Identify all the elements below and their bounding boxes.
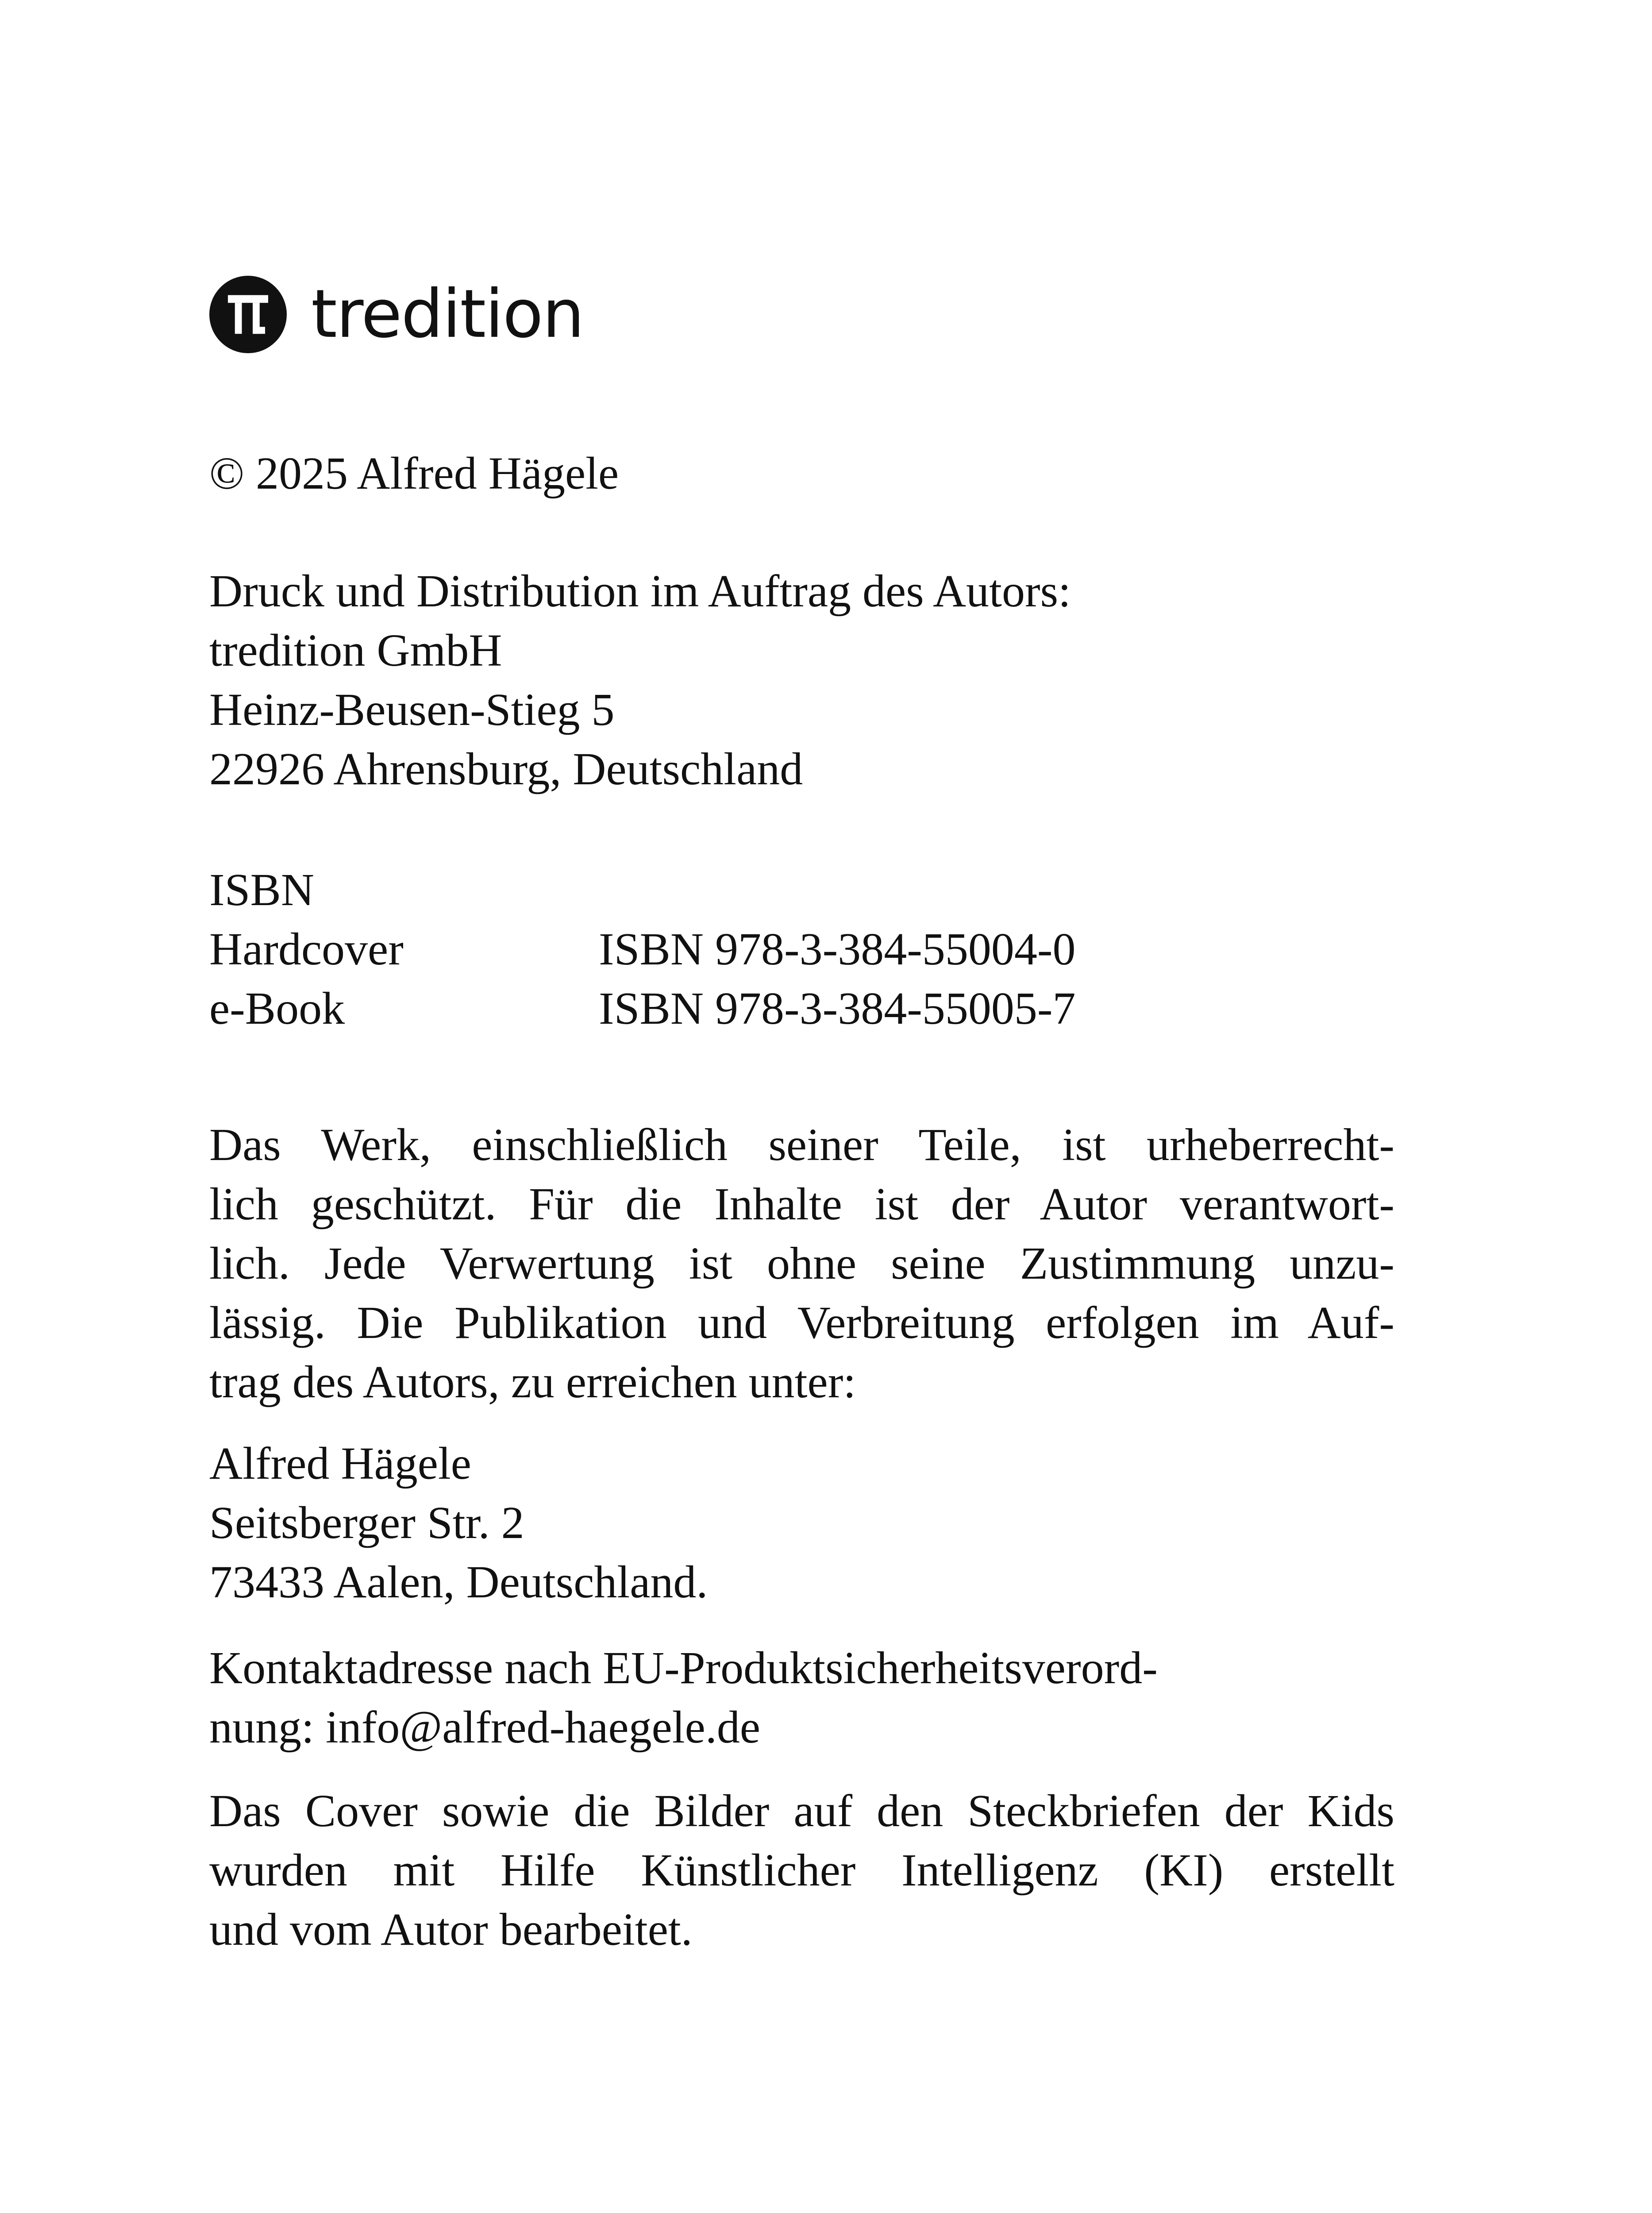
publisher-logo-text: tredition xyxy=(311,276,584,353)
print-info-line: 22926 Ahrensburg, Deutschland xyxy=(209,744,803,794)
legal-line: Das Werk, einschließlich seiner Teile, ist urheberrecht- xyxy=(209,1119,1394,1170)
author-address-line: Seitsberger Str. 2 xyxy=(209,1497,524,1548)
legal-notice xyxy=(209,1115,1394,1412)
legal-line: trag des Autors, zu erreichen unter: xyxy=(209,1357,856,1407)
contact-line: nung: info@alfred-haegele.de xyxy=(209,1702,761,1753)
publisher-logo xyxy=(209,272,584,356)
print-info-line: tredition GmbH xyxy=(209,625,502,676)
author-address xyxy=(209,1434,1404,1612)
contact-line: Kontaktadresse nach EU-Produktsicherheitsverord- xyxy=(209,1642,1158,1693)
print-distribution-info xyxy=(209,562,1404,799)
copyright-line: © 2025 Alfred Hägele xyxy=(209,448,619,499)
isbn-label: Hardcover xyxy=(209,924,404,975)
isbn-heading: ISBN xyxy=(209,864,314,915)
isbn-row-hardcover xyxy=(209,920,1404,979)
author-address-line: 73433 Aalen, Deutschland. xyxy=(209,1557,708,1608)
legal-line: lässig. Die Publikation und Verbreitung erfolgen im Auf- xyxy=(209,1297,1394,1348)
isbn-row-ebook xyxy=(209,979,1404,1038)
isbn-section xyxy=(209,860,1404,1038)
cover-note-line: und vom Autor bearbeitet. xyxy=(209,1904,693,1955)
print-info-line: Druck und Distribution im Auftrag des Autors: xyxy=(209,566,1071,617)
author-address-line: Alfred Hägele xyxy=(209,1438,471,1489)
isbn-value: ISBN 978-3-384-55005-7 xyxy=(599,983,1076,1034)
isbn-label: e-Book xyxy=(209,983,345,1034)
cover-credit-note xyxy=(209,1781,1394,1959)
copyright-notice xyxy=(209,444,1404,503)
cover-note-line: wurden mit Hilfe Künstlicher Intelligenz (KI) erstellt xyxy=(209,1845,1394,1896)
legal-line: lich geschützt. Für die Inhalte ist der Autor verantwort- xyxy=(209,1179,1394,1230)
isbn-value: ISBN 978-3-384-55004-0 xyxy=(599,924,1076,975)
tredition-logo-icon xyxy=(209,276,287,353)
print-info-line: Heinz-Beusen-Stieg 5 xyxy=(209,684,615,735)
legal-line: lich. Jede Verwertung ist ohne seine Zustimmung unzu- xyxy=(209,1238,1394,1289)
contact-info xyxy=(209,1639,1404,1757)
cover-note-line: Das Cover sowie die Bilder auf den Steckbriefen der Kids xyxy=(209,1785,1394,1836)
